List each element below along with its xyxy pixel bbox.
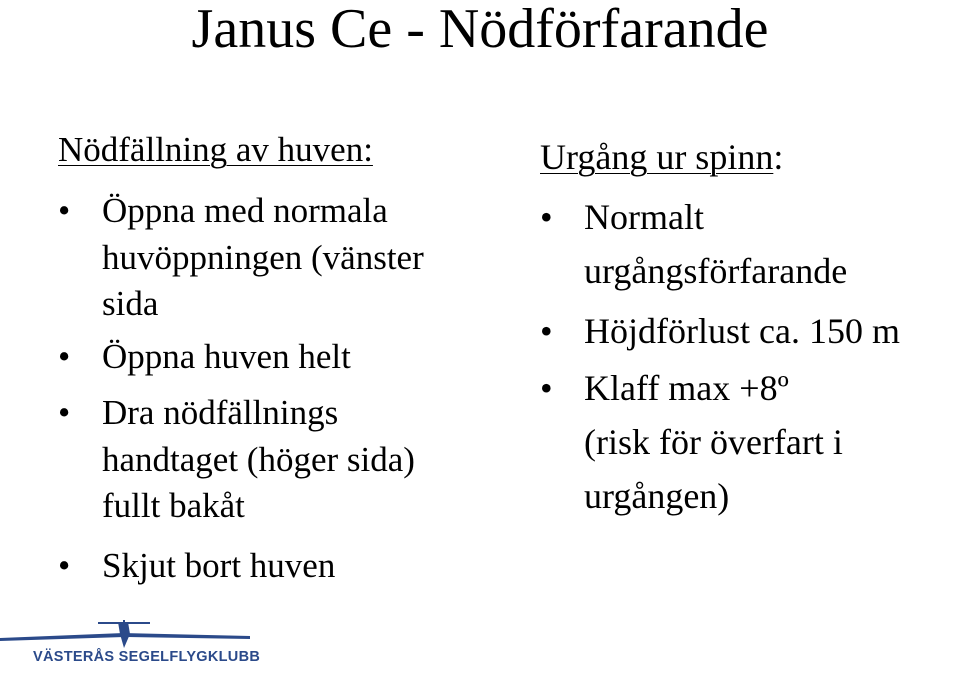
list-item-line: urgångsförfarande	[584, 251, 848, 291]
list-item	[540, 304, 900, 358]
list-item	[58, 543, 335, 590]
list-item-line: • Normalt	[584, 197, 704, 237]
list-item-line: • Öppna huven helt	[102, 337, 351, 376]
glider-icon	[0, 612, 260, 679]
list-item-line: urgången)	[584, 476, 730, 516]
list-item-line: huvöppningen (vänster	[102, 237, 424, 277]
list-item-line: handtaget (höger sida)	[102, 439, 415, 479]
list-item	[540, 190, 847, 298]
slide-title: Janus Ce - Nödförfarande	[191, 0, 769, 60]
list-item-line: fullt bakåt	[102, 486, 245, 525]
right-heading	[540, 137, 783, 177]
list-item	[58, 334, 351, 381]
list-item-line: sida	[102, 284, 159, 323]
list-item-line: • Skjut bort huven	[102, 546, 336, 585]
list-item-line: • Dra nödfällnings	[102, 393, 339, 432]
club-name: VÄSTERÅS SEGELFLYGKLUBB	[33, 649, 261, 665]
right-heading-text: Urgång ur spinn	[540, 137, 774, 177]
club-logo	[0, 612, 260, 679]
list-item	[58, 390, 415, 530]
right-heading-colon: :	[773, 137, 784, 177]
left-heading: Nödfällning av huven:	[58, 130, 373, 169]
list-item	[58, 188, 424, 328]
list-item-line: • Höjdförlust ca. 150 m	[584, 311, 900, 351]
list-item	[540, 361, 843, 523]
list-item-line: • Öppna med normala	[102, 191, 388, 230]
list-item-line: • Klaff max +8º	[584, 368, 789, 408]
list-item-line: (risk för överfart i	[584, 422, 843, 462]
